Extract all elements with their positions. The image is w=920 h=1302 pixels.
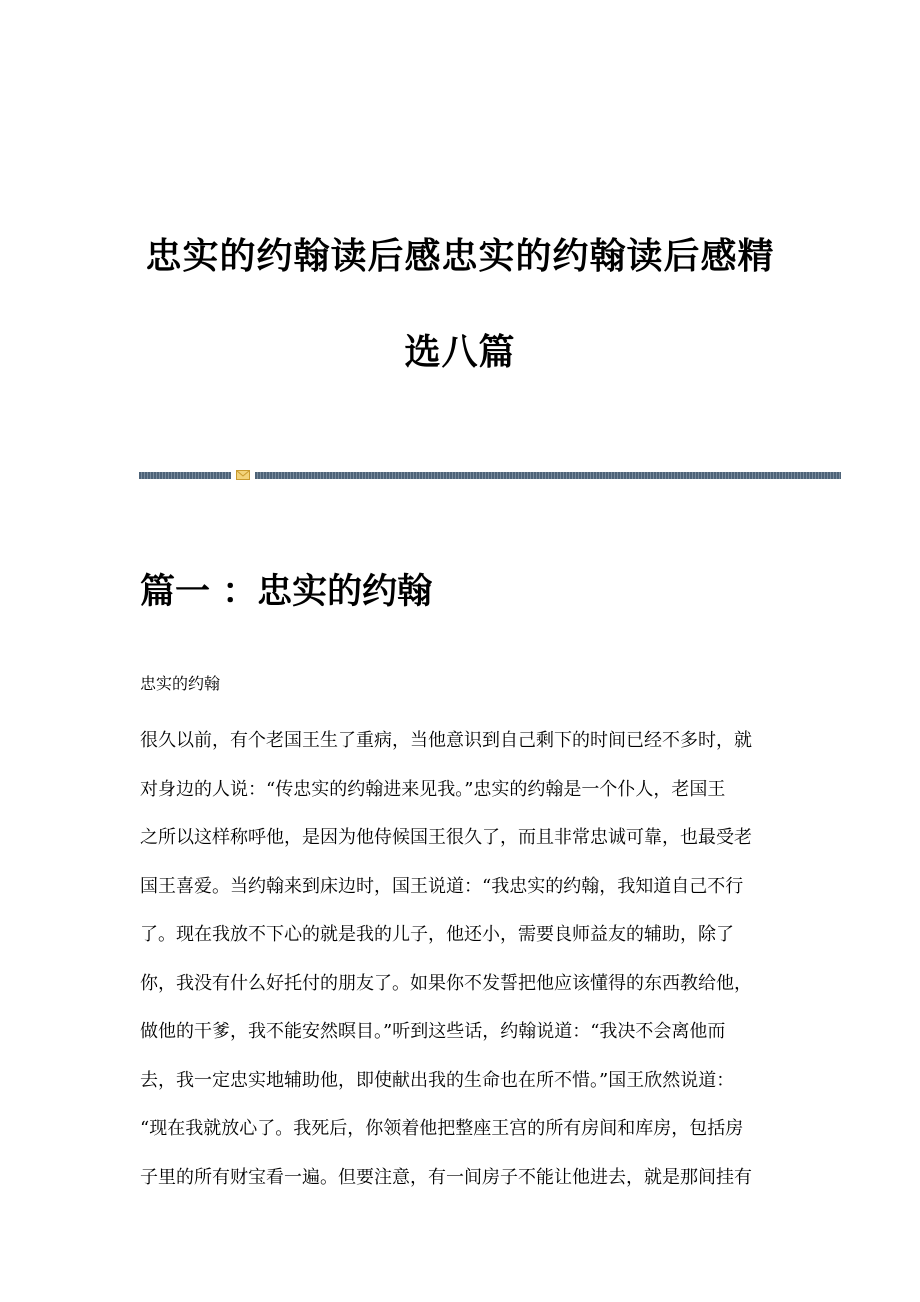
body-line: 去，我一定忠实地辅助他，即使献出我的生命也在所不惜。”国王欣然说道： (140, 1069, 735, 1091)
body-line: 你，我没有什么好托付的朋友了。如果你不发誓把他应该懂得的东西教给他， (140, 972, 752, 994)
envelope-ornament-icon (236, 469, 250, 481)
document-title (140, 208, 780, 400)
body-line: 做他的干爹，我不能安然暝目。”听到这些话，约翰说道：“我决不会离他而 (140, 1021, 726, 1042)
title-line-2: 选八篇 (404, 331, 516, 373)
section-heading: 篇一 ：忠实的约翰 (140, 571, 433, 612)
body-line: 对身边的人说：“传忠实的约翰进来见我。”忠实的约翰是一个仆人，老国王 (140, 778, 726, 800)
body-line: 了。现在我放不下心的就是我的儿子，他还小，需要良师益友的辅助，除了 (140, 924, 734, 945)
section-subtitle: 忠实的约翰 (140, 674, 221, 693)
body-line: “现在我就放心了。我死后，你领着他把整座王宫的所有房间和库房，包括房 (140, 1118, 744, 1139)
body-line: 子里的所有财宝看一遍。但要注意，有一间房子不能让他进去，就是那间挂有 (140, 1166, 752, 1188)
body-line: 国王喜爱。当约翰来到床边时，国王说道：“我忠实的约翰，我知道自己不行 (140, 875, 744, 897)
body-line: 很久以前，有个老国王生了重病，当他意识到自己剩下的时间已经不多时，就 (140, 730, 752, 751)
body-text (140, 721, 780, 1206)
section-divider (139, 468, 841, 482)
body-line: 之所以这样称呼他，是因为他侍候国王很久了，而且非常忠诚可靠，也最受老 (140, 827, 752, 848)
divider-bar-left (139, 472, 231, 479)
divider-bar-right (255, 472, 841, 479)
title-line-1: 忠实的约翰读后感忠实的约翰读后感精 (145, 235, 775, 277)
